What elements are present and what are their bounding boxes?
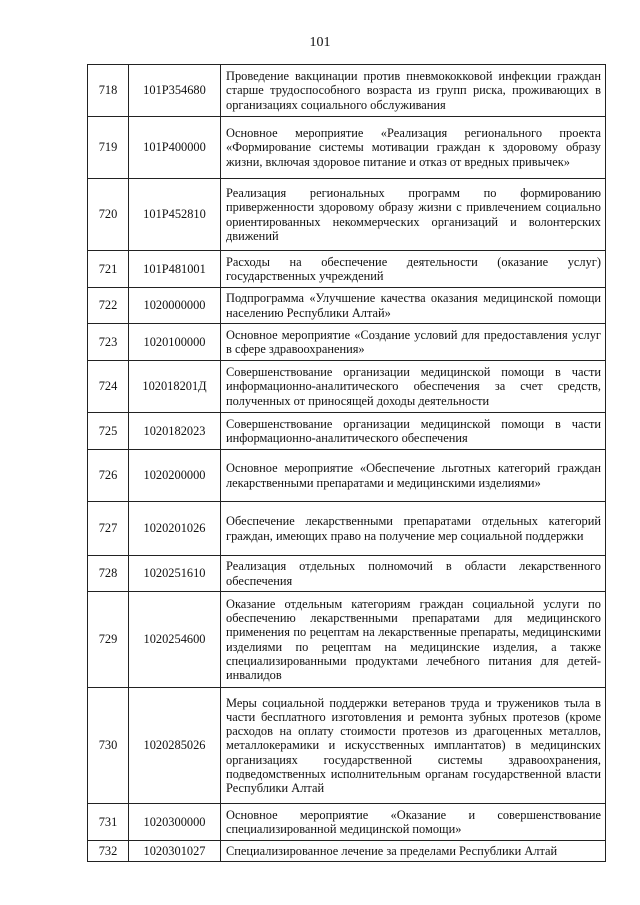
row-number: 731 xyxy=(88,804,129,841)
row-name: Проведение вакцинации против пневмококковой инфекции граждан старше трудоспособного возраста из групп риска, проживающих в организациях социального обслуживания xyxy=(221,65,606,117)
table-row xyxy=(88,841,606,862)
row-name: Специализированное лечение за пределами Республики Алтай xyxy=(221,841,606,862)
row-code: 1020200000 xyxy=(129,450,221,502)
row-name: Реализация региональных программ по формированию приверженности здоровому образу жизни с привлечением социально ориентированных некоммерческих организаций и волонтерских движений xyxy=(221,179,606,251)
row-code: 1020301027 xyxy=(129,841,221,862)
table-row xyxy=(88,413,606,450)
table-row xyxy=(88,251,606,288)
row-number: 730 xyxy=(88,688,129,804)
budget-code-table xyxy=(87,64,606,862)
table-row xyxy=(88,361,606,413)
table-row xyxy=(88,450,606,502)
row-number: 718 xyxy=(88,65,129,117)
row-number: 722 xyxy=(88,288,129,324)
table-row xyxy=(88,179,606,251)
row-code: 1020100000 xyxy=(129,324,221,361)
row-name: Меры социальной поддержки ветеранов труда и тружеников тыла в части бесплатного изготовления и ремонта зубных протезов (кроме расходов на оплату стоимости протезов из драгоценных металлов, металлокерамики и искусственных имплантатов) в медицинских организациях государственной системы здравоохранения, подведомственных исполнительным органам государственной власти Республики Алтай xyxy=(221,688,606,804)
row-code: 101P400000 xyxy=(129,117,221,179)
row-name: Основное мероприятие «Обеспечение льготных категорий граждан лекарственными препаратами и медицинскими изделиями» xyxy=(221,450,606,502)
row-name: Оказание отдельным категориям граждан социальной услуги по обеспечению лекарственными препаратами для медицинского применения по рецептам на лекарственные препараты, медицинскими изделиями по рецептам на медицинские изделия, а также специализированными продуктами лечебного питания для детей-инвалидов xyxy=(221,592,606,688)
row-code: 1020251610 xyxy=(129,556,221,592)
row-number: 728 xyxy=(88,556,129,592)
row-number: 721 xyxy=(88,251,129,288)
row-number: 732 xyxy=(88,841,129,862)
row-code: 1020000000 xyxy=(129,288,221,324)
row-number: 726 xyxy=(88,450,129,502)
row-code: 101P481001 xyxy=(129,251,221,288)
row-name: Основное мероприятие «Оказание и совершенствование специализированной медицинской помощи» xyxy=(221,804,606,841)
row-code: 101P354680 xyxy=(129,65,221,117)
row-code: 101P452810 xyxy=(129,179,221,251)
row-number: 719 xyxy=(88,117,129,179)
row-name: Расходы на обеспечение деятельности (оказание услуг) государственных учреждений xyxy=(221,251,606,288)
row-name: Основное мероприятие «Создание условий для предоставления услуг в сфере здравоохранения» xyxy=(221,324,606,361)
row-code: 1020300000 xyxy=(129,804,221,841)
row-name: Основное мероприятие «Реализация регионального проекта «Формирование системы мотивации граждан к здоровому образу жизни, включая здоровое питание и отказ от вредных привычек» xyxy=(221,117,606,179)
table-row xyxy=(88,65,606,117)
row-code: 1020201026 xyxy=(129,502,221,556)
row-number: 727 xyxy=(88,502,129,556)
table-row xyxy=(88,592,606,688)
page-number: 101 xyxy=(309,35,331,50)
row-code: 1020182023 xyxy=(129,413,221,450)
table-row xyxy=(88,117,606,179)
row-name: Реализация отдельных полномочий в области лекарственного обеспечения xyxy=(221,556,606,592)
row-name: Подпрограмма «Улучшение качества оказания медицинской помощи населению Республики Алтай» xyxy=(221,288,606,324)
row-number: 720 xyxy=(88,179,129,251)
row-name: Обеспечение лекарственными препаратами отдельных категорий граждан, имеющих право на получение мер социальной поддержки xyxy=(221,502,606,556)
row-number: 725 xyxy=(88,413,129,450)
row-code: 1020285026 xyxy=(129,688,221,804)
table-row xyxy=(88,502,606,556)
table-row xyxy=(88,324,606,361)
table-row xyxy=(88,688,606,804)
row-number: 724 xyxy=(88,361,129,413)
row-name: Совершенствование организации медицинской помощи в части информационно-аналитического обеспечения xyxy=(221,413,606,450)
row-code: 102018201Д xyxy=(129,361,221,413)
table-row xyxy=(88,804,606,841)
table-row xyxy=(88,556,606,592)
row-code: 1020254600 xyxy=(129,592,221,688)
table-row xyxy=(88,288,606,324)
row-name: Совершенствование организации медицинской помощи в части информационно-аналитического обеспечения за счет средств, полученных от приносящей доходы деятельности xyxy=(221,361,606,413)
row-number: 729 xyxy=(88,592,129,688)
row-number: 723 xyxy=(88,324,129,361)
